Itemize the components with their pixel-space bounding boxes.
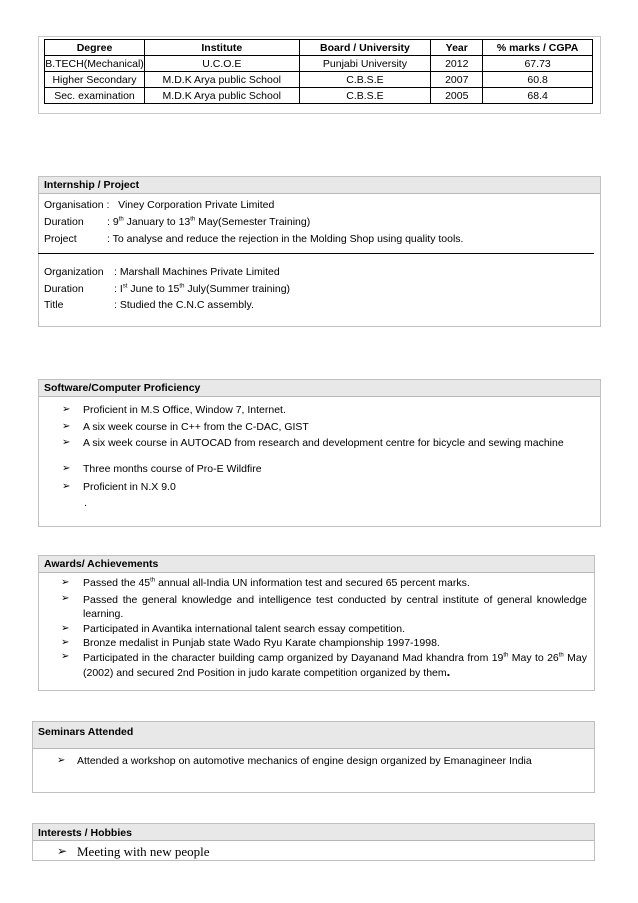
education-header-cell: Year xyxy=(431,40,483,56)
value: : To analyse and reduce the rejection in the Molding Shop using quality tools. xyxy=(107,233,464,245)
value: : I xyxy=(114,283,123,295)
text: May to 26 xyxy=(508,652,559,664)
software-section xyxy=(38,379,601,527)
sup: st xyxy=(122,283,128,290)
text: . xyxy=(446,664,451,679)
value: May(Semester Training) xyxy=(195,216,311,228)
value: : Studied the C.N.C assembly. xyxy=(114,299,254,311)
internship-duration2 xyxy=(44,283,290,295)
list-item: Proficient in M.S Office, Window 7, Internet. xyxy=(83,404,286,416)
sup: th xyxy=(190,216,196,223)
list-item xyxy=(83,577,470,589)
table-cell: Higher Secondary xyxy=(45,72,145,88)
section-title: Interests / Hobbies xyxy=(33,824,594,841)
table-cell: 2012 xyxy=(431,56,483,72)
section-title: Seminars Attended xyxy=(33,722,594,749)
sup: th xyxy=(150,577,156,584)
table-cell: 2005 xyxy=(431,88,483,104)
label: Organisation : xyxy=(44,199,110,211)
bullet-arrow-icon: ➢ xyxy=(57,755,66,766)
table-cell: M.D.K Arya public School xyxy=(144,72,299,88)
bullet-arrow-icon: ➢ xyxy=(62,404,71,415)
list-item: Proficient in N.X 9.0 xyxy=(83,481,176,493)
text: Passed the 45 xyxy=(83,577,151,589)
table-cell: 68.4 xyxy=(483,88,593,104)
table-cell: 2007 xyxy=(431,72,483,88)
education-table xyxy=(44,39,593,104)
section-title: Awards/ Achievements xyxy=(39,556,594,573)
education-header-cell: % marks / CGPA xyxy=(483,40,593,56)
trailing-dot: . xyxy=(84,497,87,509)
table-row xyxy=(45,56,593,72)
text: Participated in the character building camp organized by Dayanand Mad khandra from 19 xyxy=(83,652,504,664)
table-cell: Punjabi University xyxy=(299,56,431,72)
table-cell: C.B.S.E xyxy=(299,88,431,104)
bullet-arrow-icon: ➢ xyxy=(57,844,68,858)
education-header-cell: Board / University xyxy=(299,40,431,56)
table-row xyxy=(45,72,593,88)
list-item: Bronze medalist in Punjab state Wado Ryu Karate championship 1997-1998. xyxy=(83,637,440,649)
table-cell: 60.8 xyxy=(483,72,593,88)
label: Duration xyxy=(44,216,84,228)
value: : 9 xyxy=(107,216,119,228)
list-item: A six week course in C++ from the C-DAC, GIST xyxy=(83,421,309,433)
value: Viney Corporation Private Limited xyxy=(118,199,275,211)
bullet-arrow-icon: ➢ xyxy=(61,593,70,604)
text: May (2002) and secured 2nd Position in judo karate competition organized by them xyxy=(83,652,587,679)
table-cell: 67.73 xyxy=(483,56,593,72)
list-item: A six week course in AUTOCAD from research and development centre for bicycle and sewing machine xyxy=(83,437,564,449)
bullet-arrow-icon: ➢ xyxy=(61,637,70,648)
list-item: Three months course of Pro-E Wildfire xyxy=(83,463,262,475)
list-item: Attended a workshop on automotive mechanics of engine design organized by Emanagineer India xyxy=(77,755,532,767)
list-item xyxy=(83,651,587,680)
list-item: Meeting with new people xyxy=(77,844,210,859)
divider xyxy=(38,253,594,254)
table-cell: C.B.S.E xyxy=(299,72,431,88)
awards-section xyxy=(38,555,595,691)
section-title: Internship / Project xyxy=(39,177,600,194)
interests-section xyxy=(32,823,595,861)
education-header-cell: Institute xyxy=(144,40,299,56)
sup: th xyxy=(503,652,509,659)
table-cell: U.C.O.E xyxy=(144,56,299,72)
value: January to 13 xyxy=(123,216,191,228)
table-row xyxy=(45,88,593,104)
table-cell: B.TECH(Mechanical) xyxy=(45,57,144,70)
internship-section xyxy=(38,176,601,327)
value: : Marshall Machines Private Limited xyxy=(114,266,280,278)
section-title: Software/Computer Proficiency xyxy=(39,380,600,397)
table-cell: Sec. examination xyxy=(45,88,145,104)
bullet-arrow-icon: ➢ xyxy=(61,577,70,588)
seminars-section xyxy=(32,721,595,793)
bullet-arrow-icon: ➢ xyxy=(61,651,70,662)
label: Organization xyxy=(44,266,104,278)
sup: th xyxy=(118,216,124,223)
label: Duration xyxy=(44,283,84,295)
sup: th xyxy=(558,652,564,659)
label: Project xyxy=(44,233,77,245)
internship-org2 xyxy=(44,266,280,278)
list-item: Passed the general knowledge and intelligence test conducted by central institute of general knowledge learning. xyxy=(83,594,587,620)
education-header-cell: Degree xyxy=(45,40,145,56)
bullet-arrow-icon: ➢ xyxy=(62,463,71,474)
value: July(Summer training) xyxy=(184,283,291,295)
text: annual all-India UN information test and secured 65 percent marks. xyxy=(155,577,470,589)
bullet-arrow-icon: ➢ xyxy=(61,623,70,634)
bullet-arrow-icon: ➢ xyxy=(62,421,71,432)
sup: th xyxy=(179,283,185,290)
value: June to 15 xyxy=(127,283,180,295)
bullet-arrow-icon: ➢ xyxy=(62,437,71,448)
bullet-arrow-icon: ➢ xyxy=(62,481,71,492)
table-cell: M.D.K Arya public School xyxy=(144,88,299,104)
label: Title xyxy=(44,299,64,311)
education-header-row xyxy=(45,40,593,56)
list-item: Participated in Avantika international talent search essay competition. xyxy=(83,623,405,635)
internship-title xyxy=(44,299,254,311)
internship-duration1 xyxy=(44,216,310,228)
internship-org1 xyxy=(44,199,274,211)
internship-project xyxy=(44,233,463,245)
